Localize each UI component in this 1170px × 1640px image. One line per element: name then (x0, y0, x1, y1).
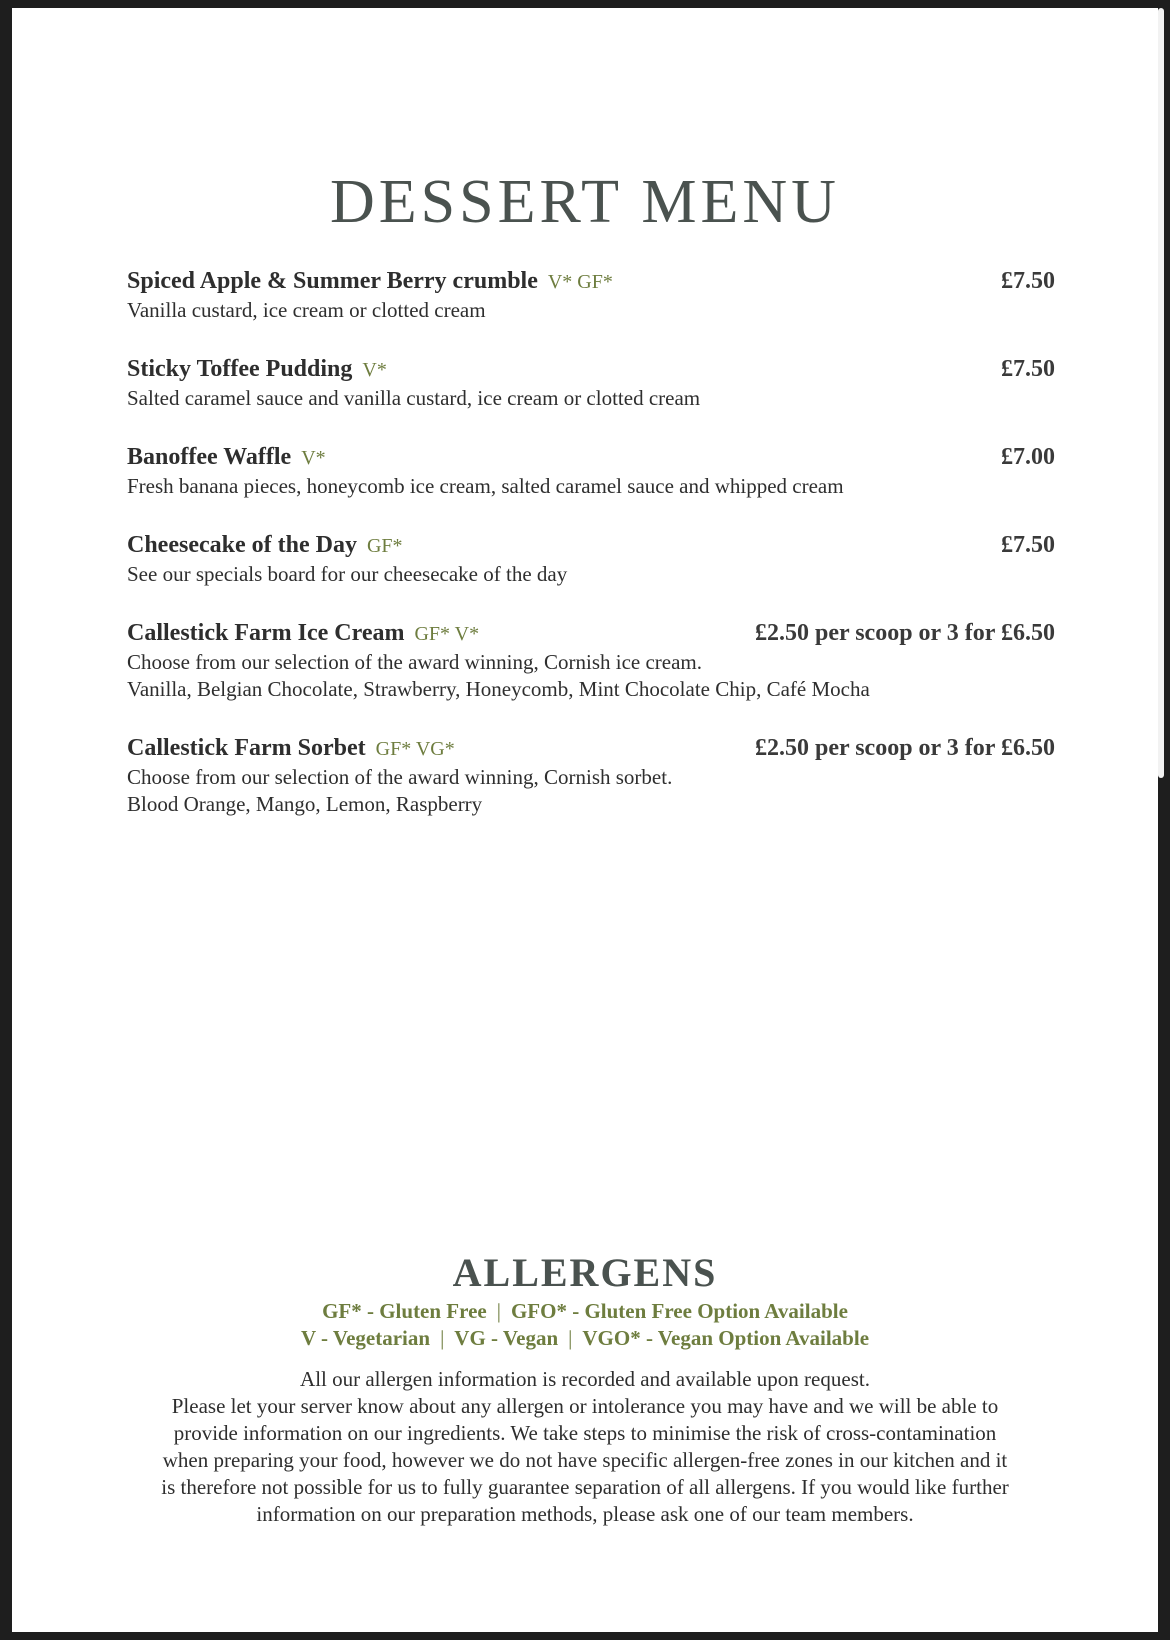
dietary-tags: GF* V* (414, 623, 480, 645)
legend-gfo: GFO* - Gluten Free Option Available (510, 1299, 848, 1323)
dietary-tags: V* (362, 359, 387, 381)
menu-item-sticky-toffee (127, 354, 1055, 412)
menu-item-header (127, 618, 1055, 649)
legend-separator: | (440, 1326, 445, 1350)
menu-item-price: £7.50 (1001, 268, 1055, 294)
notice-line: Please let your server know about any allergen or intolerance you may have and we will be able to (171, 1394, 999, 1418)
scrollbar-thumb[interactable] (1158, 8, 1164, 778)
menu-item-header (127, 442, 1055, 473)
page-title: DESSERT MENU (330, 167, 840, 236)
menu-item-flavours: Vanilla, Belgian Chocolate, Strawberry, Honeycomb, Mint Chocolate Chip, Café Mocha (127, 677, 870, 701)
notice-line: when preparing your food, however we do not have specific allergen-free zones in our kitchen and it (162, 1448, 1008, 1472)
legend-vg: VG - Vegan (454, 1326, 559, 1350)
dietary-tags: V* (301, 447, 326, 469)
allergen-legend (12, 1298, 1158, 1352)
menu-item-banoffee (127, 442, 1055, 500)
menu-item-name: Cheesecake of the Day GF* (127, 532, 403, 558)
dietary-tags: GF* (366, 535, 403, 557)
allergen-notice (12, 1366, 1158, 1528)
dessert-list (127, 266, 1055, 848)
menu-item-cheesecake (127, 530, 1055, 588)
legend-separator: | (568, 1326, 573, 1350)
legend-line-1 (12, 1298, 1158, 1325)
notice-line: is therefore not possible for us to fully guarantee separation of all allergens. If you would like further (161, 1475, 1009, 1499)
menu-item-name: Callestick Farm Sorbet GF* VG* (127, 735, 455, 761)
menu-item-header (127, 354, 1055, 385)
menu-item-name: Banoffee Waffle V* (127, 444, 326, 470)
menu-page (12, 8, 1158, 1632)
menu-item-header (127, 530, 1055, 561)
menu-item-description: Salted caramel sauce and vanilla custard, ice cream or clotted cream (127, 386, 701, 410)
menu-item-flavours: Blood Orange, Mango, Lemon, Raspberry (127, 792, 483, 816)
menu-item-name: Spiced Apple & Summer Berry crumble V* GF* (127, 268, 613, 294)
menu-item-header (127, 266, 1055, 297)
menu-item-price: £7.00 (1001, 444, 1055, 470)
dietary-tags: GF* VG* (375, 738, 455, 760)
menu-item-name: Sticky Toffee Pudding V* (127, 356, 387, 382)
legend-line-2 (12, 1325, 1158, 1352)
menu-item-description: See our specials board for our cheesecake of the day (127, 562, 568, 586)
menu-item-description: Fresh banana pieces, honeycomb ice cream, salted caramel sauce and whipped cream (127, 474, 844, 498)
legend-separator: | (496, 1299, 501, 1323)
menu-item-description: Choose from our selection of the award winning, Cornish ice cream. (127, 650, 703, 674)
notice-line: provide information on our ingredients. We take steps to minimise the risk of cross-contamination (173, 1421, 997, 1445)
menu-item-name: Callestick Farm Ice Cream GF* V* (127, 620, 480, 646)
allergens-heading: ALLERGENS (452, 1250, 718, 1296)
menu-item-price: £7.50 (1001, 532, 1055, 558)
legend-vgo: VGO* - Vegan Option Available (582, 1326, 870, 1350)
menu-item-price: £2.50 per scoop or 3 for £6.50 (755, 735, 1055, 761)
menu-item-header (127, 733, 1055, 764)
menu-item-sorbet (127, 733, 1055, 818)
notice-line: All our allergen information is recorded and available upon request. (300, 1367, 870, 1391)
legend-v: V - Vegetarian (300, 1326, 431, 1350)
notice-line: information on our preparation methods, please ask one of our team members. (256, 1502, 914, 1526)
menu-item-price: £7.50 (1001, 356, 1055, 382)
menu-item-crumble (127, 266, 1055, 324)
menu-item-price: £2.50 per scoop or 3 for £6.50 (755, 620, 1055, 646)
menu-item-description: Choose from our selection of the award winning, Cornish sorbet. (127, 765, 673, 789)
legend-gf: GF* - Gluten Free (322, 1299, 487, 1323)
menu-item-ice-cream (127, 618, 1055, 703)
menu-item-description: Vanilla custard, ice cream or clotted cream (127, 298, 486, 322)
dietary-tags: V* GF* (547, 271, 613, 293)
